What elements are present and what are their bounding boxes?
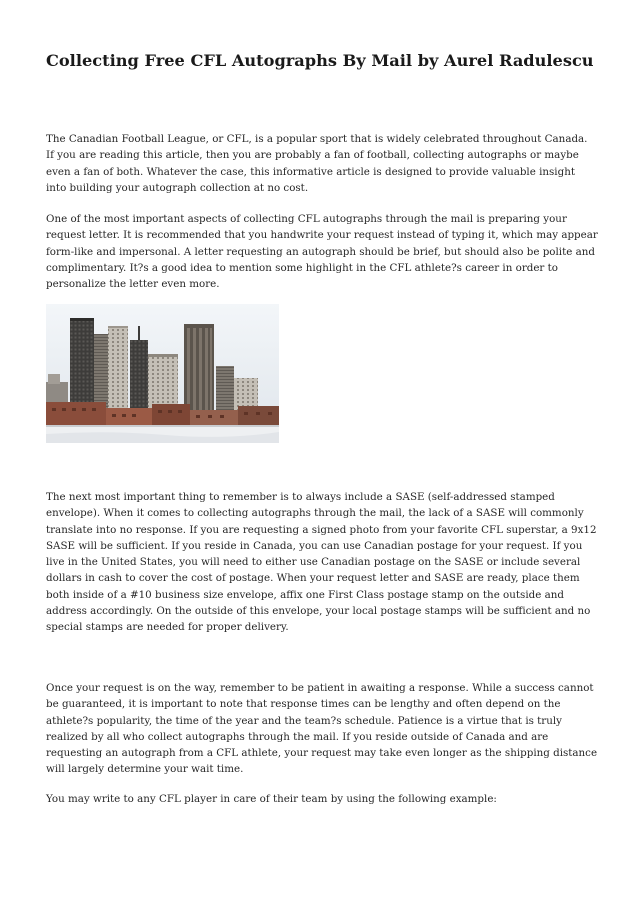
paragraph-request-letter: One of the most important aspects of collecting CFL autographs through the mail is preparing your request letter. It is recommended that you handwrite your request instead of typing it, which may appear form-like and impersonal. A letter requesting an autograph should be brief, but should also be polite and complimentary. It?s a good idea to mention some highlight in the CFL athlete?s career in order to personalize the letter even more. [46, 213, 598, 291]
city-skyline-photo [46, 304, 279, 443]
paragraph-patience: Once your request is on the way, remember to be patient in awaiting a response. While a success cannot be guaranteed, it is important to note that response times can be lengthy and often depend on the athlete?s popularity, the time of the year and the team?s schedule. Patience is a virtue that is truly realized by all who collect autographs through the mail. If you reside outside of Canada and are requesting an autograph from a CFL athlete, your request may take even longer as the shipping distance will largely determine your wait time. [46, 682, 598, 776]
brick-buildings [46, 402, 106, 426]
skyline-illustration [46, 304, 279, 443]
paragraph-sase: The next most important thing to remember is to always include a SASE (self-addressed stamped envelope). When it comes to collecting autographs through the mail, the lack of a SASE will commonly translate into no response. If you are requesting a signed photo from your favorite CFL superstar, a 9x12 SASE will be sufficient. If you reside in Canada, you can use Canadian postage for your request. If you live in the United States, you will need to either use Canadian postage on the SASE or include several dollars in cash to cover the cost of postage. When your request letter and SASE are ready, place them both inside of a #10 business size envelope, affix one First Class postage stamp on the outside and address accordingly. On the outside of this envelope, your local postage stamps will be sufficient and no special stamps are needed for proper delivery. [46, 491, 597, 634]
paragraph-address-intro: You may write to any CFL player in care of their team by using the following example: [46, 793, 497, 805]
paragraph-intro: The Canadian Football League, or CFL, is a popular sport that is widely celebrated throughout Canada. If you are reading this article, then you are probably a fan of football, collecting autographs or maybe even a fan of both. Whatever the case, this informative article is designed to provide valuable insight into building your autograph collection at no cost. [46, 133, 588, 194]
page-title: Collecting Free CFL Autographs By Mail by Aurel Radulescu [46, 51, 594, 70]
